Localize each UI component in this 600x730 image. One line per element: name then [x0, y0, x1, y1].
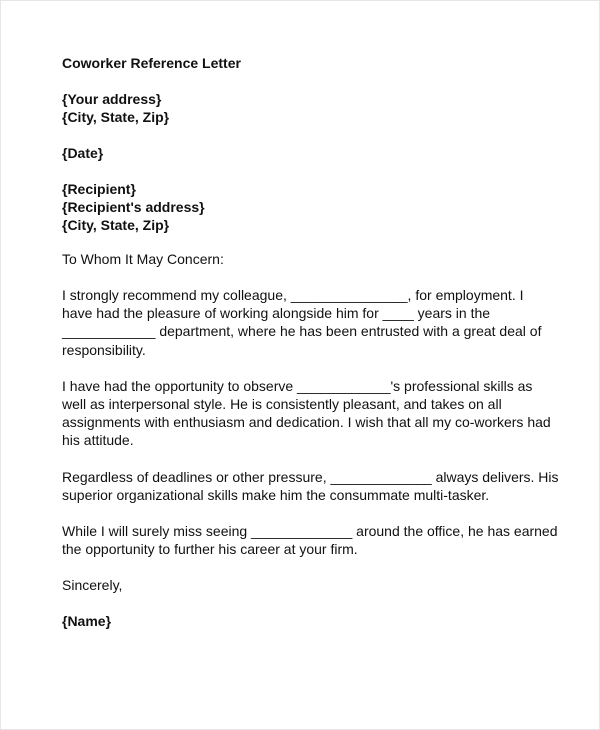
paragraph-observation: I have had the opportunity to observe ____________'s professional skills as well as interpersonal style. He is consistently pleasant, and takes on all assignments with enthusiasm and dedication. I wish that all my co-workers had his attitude. [62, 377, 551, 449]
recipient-city-state-zip: {City, State, Zip} [62, 217, 170, 233]
sender-address-line: {Your address} [62, 91, 162, 107]
paragraph-recommendation: I strongly recommend my colleague, _______________, for employment. I have had the pleasure of working alongside him for ____ years in the ____________ department, where he has been entrusted with a great deal of responsibility. [62, 287, 542, 358]
recipient-block [62, 180, 562, 234]
recipient-address: {Recipient's address} [62, 199, 205, 215]
letter-body [62, 54, 562, 630]
sender-city-state-zip: {City, State, Zip} [62, 109, 170, 125]
sender-address-block [62, 90, 562, 126]
paragraph-closing-remarks: While I will surely miss seeing _____________ around the office, he has earned the opportunity to further his career at your firm. [62, 523, 558, 558]
salutation: To Whom It May Concern: [62, 251, 224, 267]
signature-name: {Name} [62, 613, 112, 630]
letter-date: {Date} [62, 145, 104, 161]
date-block [62, 144, 562, 162]
letter-title: Coworker Reference Letter [62, 55, 241, 71]
closing: Sincerely, [62, 577, 123, 594]
recipient-name: {Recipient} [62, 181, 136, 197]
paragraph-deadlines: Regardless of deadlines or other pressure, _____________ always delivers. His superior organizational skills make him the consummate multi-tasker. [62, 468, 559, 503]
